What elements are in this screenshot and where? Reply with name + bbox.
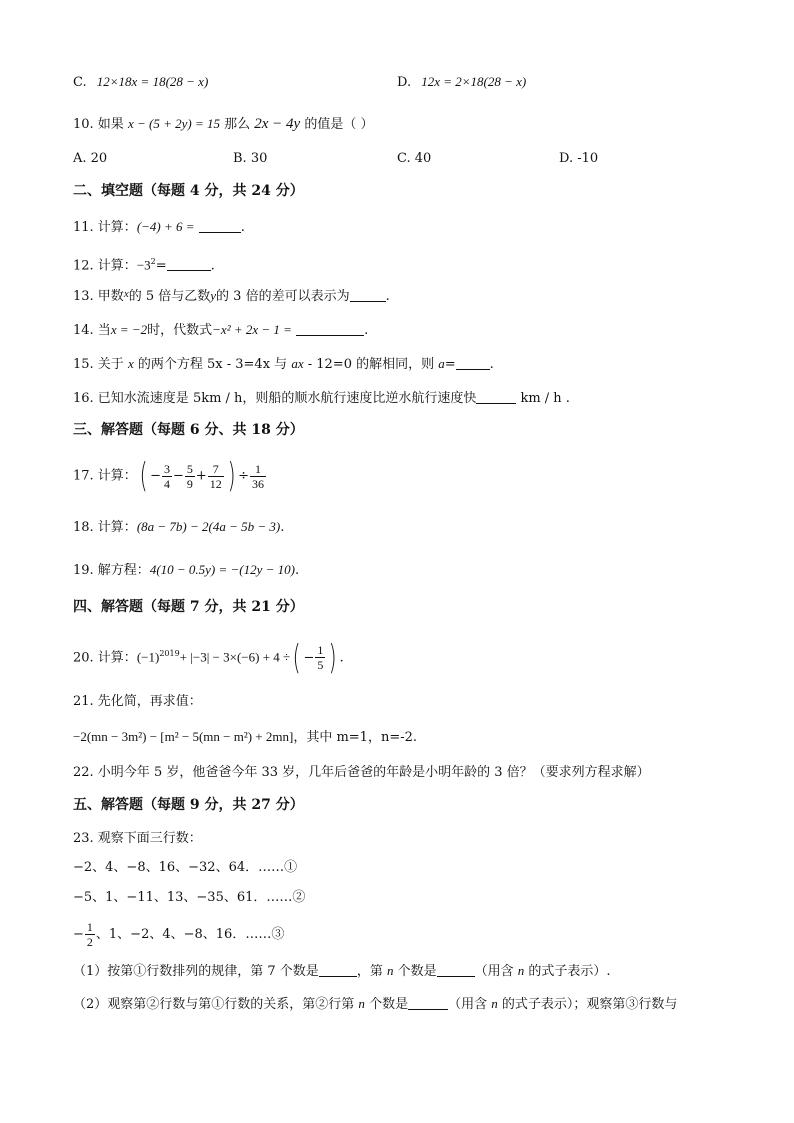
q14-b: 时，代数式 xyxy=(147,323,213,338)
q10-prefix: 10. 如果 xyxy=(73,117,124,132)
q14 xyxy=(73,321,368,340)
q13-a: 13. 甲数 xyxy=(73,289,124,304)
q18-end: . xyxy=(280,520,285,535)
q14-a: 14. 当 xyxy=(73,323,111,338)
q23-sub-1 xyxy=(73,962,611,981)
q15-d: - 12=0 的解相同，则 xyxy=(307,357,435,372)
q10-option-d: D. -10 xyxy=(559,151,599,166)
q12-eq: = xyxy=(155,258,167,274)
q17 xyxy=(73,456,267,497)
q23-row-2: −5、1、−11、13、−35、61．……② xyxy=(73,890,306,905)
q23-sub1-f: 的式子表示）. xyxy=(528,964,611,979)
q21-cond: ，其中 m=1，n=-2. xyxy=(293,730,418,745)
q21-title: 21. 先化简，再求值： xyxy=(73,694,202,709)
q12-expr: −3 xyxy=(136,257,151,273)
q23-sub2-c: （用含 xyxy=(448,997,488,1012)
q19-expr: 4(10 − 0.5y) = −(12y − 10) xyxy=(149,562,296,577)
q20 xyxy=(73,634,344,678)
q20-minus: − xyxy=(303,650,315,666)
q23-sub2-b: 个数是 xyxy=(369,997,409,1012)
q13-x: x xyxy=(123,288,129,300)
q12-prefix: 12. 计算： xyxy=(73,258,137,274)
q13-c: 的 3 倍的差可以表示为 xyxy=(216,289,350,304)
q17-frac-4: $\frac{1}{36}$ xyxy=(251,461,264,491)
q20-end: . xyxy=(339,650,344,666)
q15-x: x xyxy=(127,356,134,371)
q23-row-3-rest: 、1、−2、4、−8、16．……③ xyxy=(95,927,285,942)
q10-option-b: B. 30 xyxy=(233,151,268,166)
q23-sub2-a: （2）观察第②行数与第①行数的关系，第②行第 xyxy=(73,997,355,1012)
q17-frac-3: $\frac{7}{12}$ xyxy=(209,461,222,491)
q17-minus: − xyxy=(150,468,161,484)
q23-sub2-n: n xyxy=(358,996,365,1011)
q9-option-d-expr: 12x = 2×18(28 − x) xyxy=(421,74,527,89)
q23-row-1: −2、4、−8、16、−32、64．……① xyxy=(73,860,298,875)
q12-end: . xyxy=(210,258,215,274)
q10-stem xyxy=(73,115,373,134)
section-2-heading: 二、填空题（每题 4 分，共 24 分） xyxy=(73,183,304,199)
q14-expr: −x² + 2x − 1 = xyxy=(212,322,292,337)
q12-sup: 2 xyxy=(150,257,156,266)
q23-row-3-frac: $\frac{1}{2}$ xyxy=(86,920,93,949)
q23-sub-2 xyxy=(73,995,677,1014)
q15-end: . xyxy=(489,357,494,372)
q13-answer-blank[interactable] xyxy=(350,287,386,302)
q23-sub1-n: n xyxy=(386,963,394,978)
q10-suffix: 的值是（ ） xyxy=(304,117,374,132)
q23-row-3 xyxy=(73,918,284,952)
q22: 22. 小明今年 5 岁，他爸爸今年 33 岁，几年后爸爸的年龄是小明年龄的 3 倍？（要求列方程求解） xyxy=(73,765,650,780)
q19-prefix: 19. 解方程： xyxy=(73,563,150,578)
q18-expr: (8a − 7b) − 2(4a − 5b − 3) xyxy=(136,519,281,534)
q19-end: . xyxy=(295,563,300,578)
q23-sub1-blank-1[interactable] xyxy=(319,962,357,977)
q23-sub1-a: （1）按第①行数排列的规律，第 7 个数是 xyxy=(73,964,319,979)
q17-minus-2: − xyxy=(172,468,184,484)
q23-sub1-blank-2[interactable] xyxy=(437,962,475,977)
q9-option-c-expr: 12×18x = 18(28 − x) xyxy=(96,74,209,89)
q23-sub2-d: n xyxy=(491,996,498,1011)
q15-f: = xyxy=(444,357,456,372)
q11-expr: (−4) + 6 = xyxy=(136,219,195,234)
q13-b: 的 5 倍与乙数 xyxy=(128,289,211,304)
q15-a: 15. 关于 xyxy=(73,357,124,372)
q16-a: 16. 已知水流速度是 5km / h，则船的顺水航行速度比逆水航行速度快 xyxy=(73,391,477,406)
q17-div: ÷ xyxy=(238,468,249,484)
q10-mid: 那么 xyxy=(224,117,251,132)
q15-c: ax xyxy=(291,356,304,371)
q11-answer-blank[interactable] xyxy=(199,218,241,233)
q21-expr: −2(mn − 3m²) − [m² − 5(mn − m²) + 2mn] xyxy=(73,729,294,744)
q23-sub2-blank[interactable] xyxy=(408,995,448,1010)
q15-answer-blank[interactable] xyxy=(456,355,490,370)
q17-frac-2: $\frac{5}{9}$ xyxy=(186,461,193,491)
q11-prefix: 11. 计算： xyxy=(73,220,137,235)
q20-lparen: ( xyxy=(292,637,301,678)
q18-prefix: 18. 计算： xyxy=(73,520,137,535)
q16 xyxy=(73,389,570,408)
q19 xyxy=(73,561,299,580)
q20-rparen: ) xyxy=(328,637,337,678)
q11 xyxy=(73,218,245,237)
q20-b: + |−3| − 3×(−6) + 4 ÷ xyxy=(179,649,291,665)
q12-answer-blank[interactable] xyxy=(167,256,211,271)
q10-option-a: A. 20 xyxy=(73,151,108,166)
section-3-heading: 三、解答题（每题 6 分、共 18 分） xyxy=(73,422,304,438)
q16-answer-blank[interactable] xyxy=(476,389,516,404)
q14-cond: x = −2 xyxy=(110,322,148,337)
q14-answer-blank[interactable] xyxy=(296,321,364,336)
q21-expr-line xyxy=(73,728,417,747)
q23-sub1-c: 个数是 xyxy=(397,964,437,979)
q18 xyxy=(73,518,284,537)
q13-end: . xyxy=(385,289,390,304)
q9-option-d xyxy=(397,73,526,92)
q15 xyxy=(73,355,494,374)
q10-option-c: C. 40 xyxy=(397,151,432,166)
q17-prefix: 17. 计算： xyxy=(73,468,137,484)
q14-end: . xyxy=(364,323,369,338)
q17-plus: + xyxy=(195,468,207,484)
q16-b: km / h . xyxy=(520,391,570,406)
section-4-heading: 四、解答题（每题 7 分，共 21 分） xyxy=(73,599,304,615)
section-5-heading: 五、解答题（每题 9 分，共 27 分） xyxy=(73,797,304,813)
q23-sub1-e: n xyxy=(517,963,525,978)
q20-a: (−1) xyxy=(136,649,160,665)
q15-e: a xyxy=(438,356,445,371)
q17-rparen: ) xyxy=(227,456,236,496)
q23-sub1-d: （用含 xyxy=(474,964,514,979)
q15-b: 的两个方程 5x - 3=4x 与 xyxy=(137,357,288,372)
q23-sub1-b: ，第 xyxy=(356,964,383,979)
q17-lparen: ( xyxy=(139,456,148,496)
q20-frac: $\frac{1}{5}$ xyxy=(317,643,324,673)
q23-row-3-minus: − xyxy=(73,927,84,942)
q13-y: y xyxy=(210,288,217,303)
q23-sub2-e: 的式子表示）；观察第③行数与 xyxy=(501,997,678,1012)
q17-frac-1: $\frac{3}{4}$ xyxy=(163,461,170,491)
q20-prefix: 20. 计算： xyxy=(73,650,137,666)
q10-expr2: 2x − 4y xyxy=(254,116,301,132)
q9-option-d-label: D. xyxy=(397,75,412,90)
q23-title: 23. 观察下面三行数： xyxy=(73,831,202,846)
q9-option-c-label: C. xyxy=(73,75,87,90)
q10-expr: x − (5 + 2y) = 15 xyxy=(127,116,220,131)
q12 xyxy=(73,253,215,275)
q9-option-c xyxy=(73,73,208,92)
q20-sup: 2019 xyxy=(159,649,180,658)
q11-end: . xyxy=(240,220,245,235)
q13 xyxy=(73,285,390,306)
